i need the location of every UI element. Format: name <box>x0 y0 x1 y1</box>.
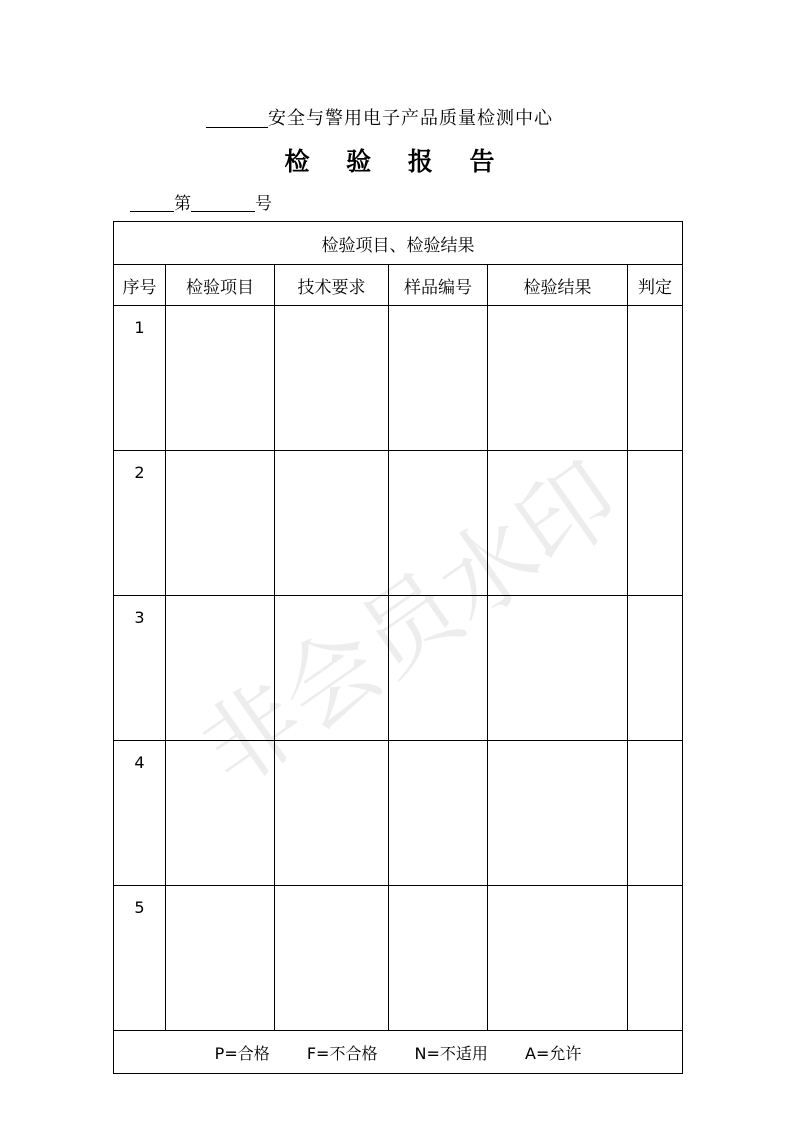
legend-pass: P=合格 <box>214 1043 270 1063</box>
column-header-requirement: 技术要求 <box>275 265 389 306</box>
cell-verdict[interactable] <box>628 596 683 741</box>
cell-item[interactable] <box>166 306 275 451</box>
cell-requirement[interactable] <box>275 451 389 596</box>
cell-item[interactable] <box>166 596 275 741</box>
cell-verdict[interactable] <box>628 741 683 886</box>
cell-requirement[interactable] <box>275 886 389 1031</box>
cell-requirement[interactable] <box>275 596 389 741</box>
cell-result[interactable] <box>488 886 628 1031</box>
column-header-item: 检验项目 <box>166 265 275 306</box>
column-header-sample-no: 样品编号 <box>389 265 488 306</box>
table-row <box>114 596 683 741</box>
cell-sample-no[interactable] <box>389 886 488 1031</box>
cell-verdict[interactable] <box>628 886 683 1031</box>
verdict-legend <box>114 1031 683 1074</box>
table-row <box>114 451 683 596</box>
inspection-table <box>113 221 683 1074</box>
cell-result[interactable] <box>488 741 628 886</box>
column-header-seq: 序号 <box>114 265 166 306</box>
number-suffix: 号 <box>255 194 272 214</box>
column-header-result: 检验结果 <box>488 265 628 306</box>
row-seq: 2 <box>114 451 166 596</box>
watermark: 非会员水印 <box>181 441 639 809</box>
row-seq: 5 <box>114 886 166 1031</box>
cell-item[interactable] <box>166 451 275 596</box>
cell-result[interactable] <box>488 306 628 451</box>
table-header-row <box>114 265 683 306</box>
cell-item[interactable] <box>166 741 275 886</box>
cell-item[interactable] <box>166 886 275 1031</box>
row-seq: 4 <box>114 741 166 886</box>
number-prefix: 第 <box>174 194 191 214</box>
row-seq: 1 <box>114 306 166 451</box>
report-number-line <box>130 189 272 214</box>
cell-verdict[interactable] <box>628 451 683 596</box>
table-row <box>114 306 683 451</box>
cell-verdict[interactable] <box>628 306 683 451</box>
cell-sample-no[interactable] <box>389 596 488 741</box>
report-year-blank[interactable] <box>130 193 174 212</box>
column-header-verdict: 判定 <box>628 265 683 306</box>
table-row <box>114 741 683 886</box>
legend-not-applicable: N=不适用 <box>414 1043 488 1063</box>
cell-requirement[interactable] <box>275 741 389 886</box>
table-row <box>114 886 683 1031</box>
organization-name: 安全与警用电子产品质量检测中心 <box>268 108 553 129</box>
cell-result[interactable] <box>488 596 628 741</box>
cell-sample-no[interactable] <box>389 741 488 886</box>
cell-sample-no[interactable] <box>389 306 488 451</box>
row-seq: 3 <box>114 596 166 741</box>
table-caption: 检验项目、检验结果 <box>114 222 683 265</box>
legend-allowed: A=允许 <box>525 1043 582 1063</box>
report-title: 检 验 报 告 <box>284 147 509 176</box>
cell-result[interactable] <box>488 451 628 596</box>
cell-requirement[interactable] <box>275 306 389 451</box>
cell-sample-no[interactable] <box>389 451 488 596</box>
organization-line <box>206 104 553 130</box>
legend-fail: F=不合格 <box>306 1043 378 1063</box>
organization-blank[interactable] <box>206 109 268 128</box>
report-number-blank[interactable] <box>191 193 255 212</box>
